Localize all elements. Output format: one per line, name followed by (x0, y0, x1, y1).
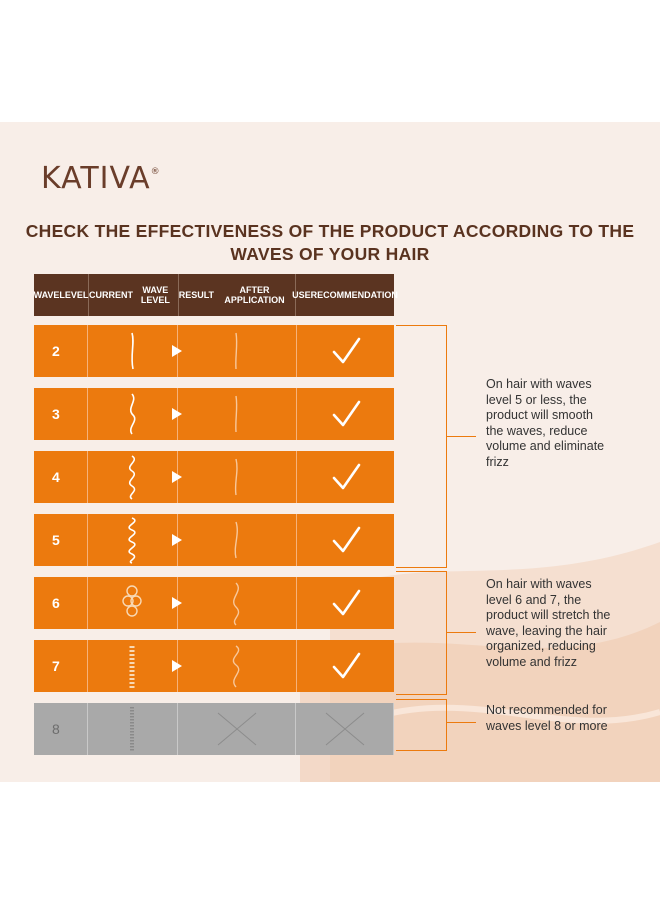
bracket-connector (446, 722, 476, 723)
wave-level-value: 7 (34, 640, 88, 692)
bracket-group2 (396, 571, 447, 695)
header-wave-level: WAVE LEVEL (34, 274, 89, 316)
current-wave-icon (88, 451, 178, 503)
result-wave-icon (178, 640, 296, 692)
bracket-group3 (396, 699, 447, 751)
check-icon (297, 514, 394, 566)
result-wave-icon (178, 388, 296, 440)
table-row (34, 388, 394, 440)
table-row (34, 640, 394, 692)
brand-logo: KATIVA® (41, 161, 161, 196)
table-row (34, 703, 394, 755)
note-group2: On hair with waves level 6 and 7, the product will stretch the wave, leaving the hair organized, reducing volume and frizz (486, 577, 611, 669)
current-wave-icon (88, 703, 178, 755)
current-wave-icon (88, 577, 178, 629)
table-row (34, 451, 394, 503)
page-headline: CHECK THE EFFECTIVENESS OF THE PRODUCT ACCORDING TO THE WAVES OF YOUR HAIR (25, 221, 635, 264)
result-wave-icon (178, 514, 296, 566)
table-row (34, 325, 394, 377)
wave-level-value: 4 (34, 451, 88, 503)
check-icon (297, 577, 394, 629)
header-use-recommendation: USE RECOMMENDATION (292, 290, 398, 300)
wave-level-value: 5 (34, 514, 88, 566)
wave-level-value: 8 (34, 703, 88, 755)
current-wave-icon (88, 640, 178, 692)
current-wave-icon (88, 514, 178, 566)
bracket-group1 (396, 325, 447, 568)
current-wave-icon (88, 325, 178, 377)
cross-icon (178, 703, 296, 755)
note-group3: Not recommended for waves level 8 or more (486, 703, 608, 733)
check-icon (297, 325, 394, 377)
check-icon (297, 451, 394, 503)
check-icon (297, 388, 394, 440)
current-wave-icon (88, 388, 178, 440)
table-header (33, 274, 398, 316)
result-wave-icon (178, 451, 296, 503)
bracket-connector (446, 632, 476, 633)
bracket-connector (446, 436, 476, 437)
table-row (34, 514, 394, 566)
result-wave-icon (178, 325, 296, 377)
header-current-wave-level: CURRENT WAVE LEVEL (89, 274, 179, 316)
result-wave-icon (178, 577, 296, 629)
check-icon (297, 640, 394, 692)
table-row (34, 577, 394, 629)
wave-level-value: 6 (34, 577, 88, 629)
wave-level-value: 2 (34, 325, 88, 377)
note-group1: On hair with waves level 5 or less, the product will smooth the waves, reduce volume and eliminate frizz (486, 377, 605, 469)
cross-icon (296, 703, 394, 755)
wave-level-value: 3 (34, 388, 88, 440)
header-result-after-application: RESULT AFTER APPLICATION (179, 274, 296, 316)
